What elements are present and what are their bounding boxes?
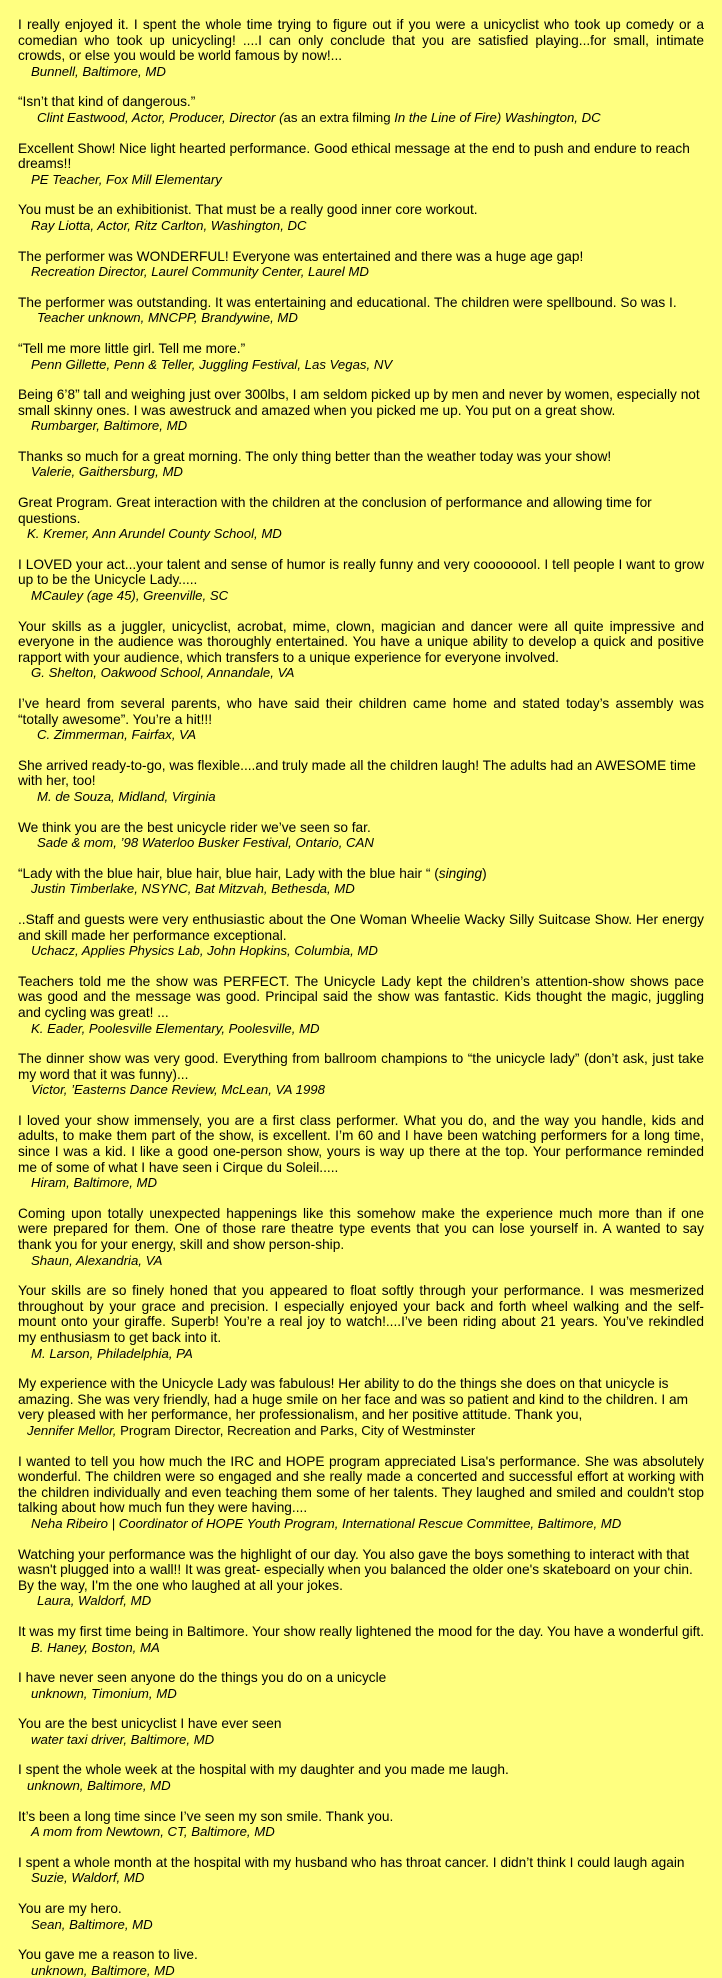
testimonial	[18, 1947, 704, 1978]
testimonial	[18, 94, 704, 125]
testimonial	[18, 1855, 704, 1886]
testimonial-attribution: Ray Liotta, Actor, Ritz Carlton, Washington, DC	[31, 217, 307, 233]
testimonial-quote: It was my first time being in Baltimore. Your show really lightened the mood for the day. You have a wonderful gift.	[18, 1623, 705, 1639]
testimonial	[18, 1809, 704, 1840]
testimonial-attribution: Neha Ribeiro | Coordinator of HOPE Youth Program, International Rescue Committee, Baltimore, MD	[31, 1515, 622, 1531]
testimonial-quote: We think you are the best unicycle rider we’ve seen so far.	[18, 819, 371, 835]
testimonial	[18, 1901, 704, 1932]
testimonial	[18, 1624, 704, 1655]
testimonial	[18, 295, 704, 326]
testimonial-quote: Your skills as a juggler, unicyclist, acrobat, mime, clown, magician and dancer were all quite impressive and everyone in the audience was thoroughly entertained. You have a unique ability to develop a quick and positive rapport with your audience, which transfers to a unique experience for everyone involved.	[18, 618, 704, 665]
testimonial	[18, 1454, 704, 1532]
testimonial-quote: It’s been a long time since I’ve seen my son smile. Thank you.	[18, 1808, 394, 1824]
testimonial-quote: Being 6’8” tall and weighing just over 300lbs, I am seldom picked up by men and never by women, especially not small skinny ones. I was awestruck and amazed when you picked me up. You put on a great show.	[18, 387, 700, 418]
testimonial-attribution: unknown, Timonium, MD	[31, 1685, 177, 1701]
testimonial-attribution: PE Teacher, Fox Mill Elementary	[31, 171, 222, 187]
attribution-name: Jennifer Mellor,	[27, 1422, 117, 1438]
testimonial-quote: The performer was outstanding. It was entertaining and educational. The children were spellbound. So was I.	[18, 294, 677, 310]
testimonial-attribution: Sade & mom, ’98 Waterloo Busker Festival, Ontario, CAN	[37, 835, 374, 851]
testimonial-quote: I’ve heard from several parents, who have said their children came home and stated today’s assembly was “totally awesome”. You’re a hit!!!	[18, 696, 704, 727]
testimonial-attribution: Shaun, Alexandria, VA	[31, 1252, 163, 1268]
testimonial	[18, 1670, 704, 1701]
testimonial-attribution: Laura, Waldorf, MD	[37, 1593, 152, 1609]
testimonial-quote: You are my hero.	[18, 1901, 122, 1917]
testimonial	[18, 619, 704, 681]
testimonial-quote: Coming upon totally unexpected happenings like this somehow make the experience much more than if one were prepared for them. One of those rare theatre type events that you can lose yourself in. A wanted to say thank you for your energy, skill and show person-ship.	[18, 1205, 704, 1253]
testimonial-quote: I spent a whole month at the hospital with my husband who has throat cancer. I didn’t think I could laugh again	[18, 1854, 685, 1870]
quote-singing-note: singing	[438, 865, 483, 881]
testimonial-quote: Teachers told me the show was PERFECT. The Unicycle Lady kept the children’s attention-show shows pace was good and the message was good. Principal said the show was fantastic. Kids thought the magic, juggling and cycling was great! ...	[18, 973, 704, 1020]
quote-close: )	[482, 865, 487, 881]
testimonial-quote: ..Staff and guests were very enthusiastic about the One Woman Wheelie Wacky Silly Suitcase Show. Her energy and skill made her performance exceptional.	[18, 911, 704, 943]
testimonial-attribution: A mom from Newtown, CT, Baltimore, MD	[31, 1824, 275, 1840]
testimonial-quote: “Tell me more little girl. Tell me more.”	[18, 340, 246, 356]
testimonial	[18, 758, 704, 805]
testimonial-quote: “Isn’t that kind of dangerous.”	[18, 94, 196, 110]
testimonial	[18, 202, 704, 233]
testimonial-quote: The performer was WONDERFUL! Everyone was entertained and there was a huge age gap!	[18, 248, 584, 264]
testimonial-quote: You are the best unicyclist I have ever seen	[18, 1716, 282, 1732]
testimonial	[18, 387, 704, 434]
testimonial-attribution: Penn Gillette, Penn & Teller, Juggling Festival, Las Vegas, NV	[31, 356, 393, 372]
testimonial-attribution: water taxi driver, Baltimore, MD	[31, 1731, 215, 1747]
testimonial-attribution: Uchacz, Applies Physics Lab, John Hopkins, Columbia, MD	[31, 943, 378, 959]
testimonial-attribution: M. Larson, Philadelphia, PA	[31, 1345, 193, 1361]
testimonial-attribution: Recreation Director, Laurel Community Center, Laurel MD	[31, 264, 369, 280]
testimonial-quote: She arrived ready-to-go, was flexible....and truly made all the children laugh! The adults had an AWESOME time with her, too!	[18, 757, 696, 789]
testimonial	[18, 341, 704, 372]
testimonial	[18, 249, 704, 280]
testimonial-attribution: Suzie, Waldorf, MD	[31, 1870, 145, 1886]
testimonial-attribution: B. Haney, Boston, MA	[31, 1639, 160, 1655]
testimonial	[18, 1376, 704, 1438]
testimonial-quote: Great Program. Great interaction with the children at the conclusion of performance and allowing time for questions.	[18, 495, 652, 526]
testimonial-attribution: Valerie, Gaithersburg, MD	[31, 464, 183, 480]
testimonial-attribution: K. Kremer, Ann Arundel County School, MD	[27, 526, 282, 542]
testimonial-attribution: Rumbarger, Baltimore, MD	[31, 418, 188, 434]
testimonial-quote: My experience with the Unicycle Lady was fabulous! Her ability to do the things she does on that unicycle is amazing. She was very friendly, had a huge smile on her face and was so patient and kind to the children. I am very pleased with her performance, her professionalism, and her positive attitude. Thank you,	[18, 1376, 689, 1423]
testimonial	[18, 912, 704, 959]
testimonial	[18, 1762, 704, 1793]
testimonial	[18, 1051, 704, 1098]
testimonial-attribution: Justin Timberlake, NSYNC, Bat Mitzvah, Bethesda, MD	[31, 881, 355, 897]
attribution-note: as an extra filming	[283, 109, 395, 125]
testimonial-quote: You must be an exhibitionist. That must be a really good inner core workout.	[18, 202, 478, 218]
testimonial-attribution	[18, 1423, 704, 1439]
testimonial-quote: You gave me a reason to live.	[18, 1947, 198, 1963]
testimonial-attribution: MCauley (age 45), Greenville, SC	[31, 588, 229, 604]
attribution-film-title: In the Line of Fire	[394, 109, 497, 125]
testimonial-attribution: unknown, Baltimore, MD	[27, 1778, 171, 1794]
testimonial	[18, 1283, 704, 1361]
testimonial	[18, 17, 704, 79]
testimonial-attribution: unknown, Baltimore, MD	[31, 1962, 175, 1978]
attribution-location: ) Washington, DC	[496, 109, 601, 125]
attribution-name: Clint Eastwood, Actor, Producer, Director (	[37, 109, 284, 125]
testimonial	[18, 974, 704, 1036]
testimonial-quote: I LOVED your act...your talent and sense of humor is really funny and very coooooool. I tell people I want to grow up to be the Unicycle Lady.....	[18, 556, 704, 588]
testimonial-attribution: Bunnell, Baltimore, MD	[31, 63, 166, 79]
testimonial-quote: I wanted to tell you how much the IRC and HOPE program appreciated Lisa's performance. She was absolutely wonderful. The children were so engaged and she really made a concerted and successful effort at working with the children individually and even teaching them some of her talents. They laughed and smiled and couldn't stop talking about how much fun they were having....	[18, 1453, 704, 1516]
testimonial	[18, 141, 704, 188]
testimonial-quote: Thanks so much for a great morning. The only thing better than the weather today was your show!	[18, 448, 612, 464]
testimonial-quote	[18, 866, 704, 882]
testimonial-attribution: K. Eader, Poolesville Elementary, Poolesville, MD	[31, 1020, 320, 1036]
testimonial-quote: Watching your performance was the highlight of our day. You also gave the boys something to interact with that wasn't plugged into a wall!! It was great- especially when you balanced the older one's skateboard on your chin. By the way, I'm the one who laughed at all your jokes.	[18, 1546, 693, 1593]
testimonial-quote: Your skills are so finely honed that you appeared to float softly through your performance. I was mesmerized throughout by your grace and precision. I especially enjoyed your back and forth wheel walking and the self-mount onto your giraffe. Superb! You’re a real joy to watch!....I’ve been riding about 21 years. You’ve rekindled my enthusiasm to get back into it.	[18, 1283, 704, 1345]
testimonial	[18, 1547, 704, 1609]
testimonial-attribution: Victor, ’Easterns Dance Review, McLean, VA 1998	[31, 1082, 325, 1098]
testimonial	[18, 866, 704, 897]
testimonial-attribution: Hiram, Baltimore, MD	[31, 1175, 158, 1191]
testimonial-quote: The dinner show was very good. Everything from ballroom champions to “the unicycle lady” (don’t ask, just take my word that it was funny)...	[18, 1051, 704, 1082]
testimonial	[18, 696, 704, 743]
testimonial-attribution: Sean, Baltimore, MD	[31, 1916, 153, 1932]
testimonial	[18, 1716, 704, 1747]
testimonial	[18, 820, 704, 851]
testimonial-quote: I loved your show immensely, you are a first class performer. What you do, and the way you handle, kids and adults, to make them part of the show, is excellent. I’m 60 and I have been watching performers for a long time, since I was a kid. I like a good one-person show, yours is way up there at the top. Your performance reminded me of some of what I have seen i Cirque du Soleil.....	[18, 1112, 704, 1175]
testimonial-quote: Excellent Show! Nice light hearted performance. Good ethical message at the end to push and endure to reach dreams!!	[18, 140, 690, 172]
testimonial-quote: I spent the whole week at the hospital with my daughter and you made me laugh.	[18, 1762, 509, 1778]
testimonial-quote: I really enjoyed it. I spent the whole time trying to figure out if you were a unicyclist who took up comedy or a comedian who took up unicycling! ....I can only conclude that you are satisfied playing...for small, intimate crowds, or else you would be world famous by now!...	[18, 17, 704, 64]
testimonial	[18, 1113, 704, 1191]
testimonial-attribution: C. Zimmerman, Fairfax, VA	[37, 727, 197, 743]
testimonial-attribution: G. Shelton, Oakwood School, Annandale, VA	[31, 665, 295, 681]
attribution-title: Program Director, Recreation and Parks, City of Westminster	[116, 1422, 476, 1438]
testimonial-quote: I have never seen anyone do the things you do on a unicycle	[18, 1670, 387, 1686]
testimonial-attribution: M. de Souza, Midland, Virginia	[37, 788, 216, 804]
quote-lyric: “Lady with the blue hair, blue hair, blue hair, Lady with the blue hair “ (	[18, 865, 439, 881]
testimonial-attribution: Teacher unknown, MNCPP, Brandywine, MD	[37, 310, 298, 326]
testimonial	[18, 1206, 704, 1268]
testimonial	[18, 495, 704, 542]
testimonial-attribution	[18, 110, 704, 126]
testimonial	[18, 449, 704, 480]
testimonial	[18, 557, 704, 604]
